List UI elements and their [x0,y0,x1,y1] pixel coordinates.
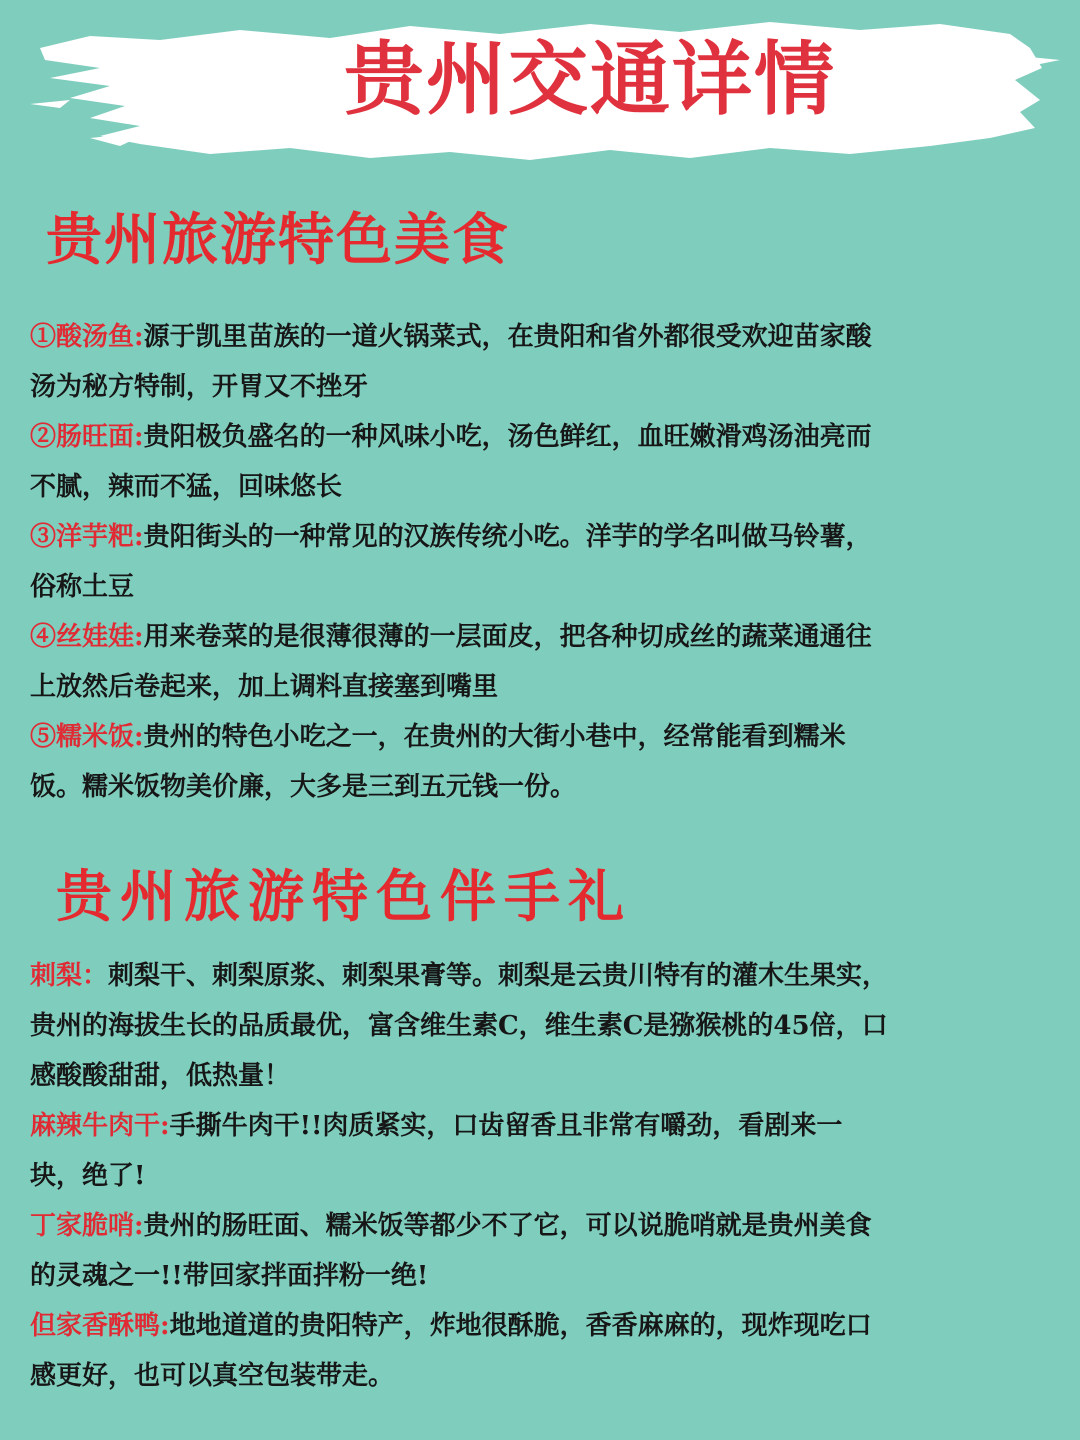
list-item [30,951,890,1101]
item-desc: 源于凯里苗族的一道火锅菜式，在贵阳和省外都很受欢迎苗家酸汤为秘方特制，开胃又不挫牙 [30,322,872,402]
list-item [30,1201,890,1301]
item-desc: 刺梨干、刺梨原浆、刺梨果膏等。刺梨是云贵川特有的灌木生果实，贵州的海拔生长的品质最优，富含维生素C，维生素C是猕猴桃的45倍，口感酸酸甜甜，低热量！ [30,961,889,1091]
item-desc: 贵阳极负盛名的一种风味小吃，汤色鲜红，血旺嫩滑鸡汤油亮而不腻，辣而不猛，回味悠长 [30,422,872,502]
item-name: ②肠旺面: [30,422,144,452]
item-name: 刺梨： [30,961,109,991]
item-name: 但家香酥鸭: [30,1311,170,1341]
section-title-gift: 贵州旅游特色伴手礼 [56,864,632,930]
item-name: ⑤糯米饭: [30,722,144,752]
item-desc: 用来卷菜的是很薄很薄的一层面皮，把各种切成丝的蔬菜通通往上放然后卷起来，加上调料直接塞到嘴里 [30,622,872,702]
food-list [30,312,890,812]
list-item [30,312,890,412]
item-desc: 贵州的特色小吃之一，在贵州的大街小巷中，经常能看到糯米饭。糯米饭物美价廉，大多是三到五元钱一份。 [30,722,846,802]
list-item [30,512,890,612]
list-item [30,612,890,712]
item-name: ④丝娃娃: [30,622,144,652]
list-item [30,1301,890,1401]
section-title-food: 贵州旅游特色美食 [46,207,510,273]
list-item [30,712,890,812]
page-title: 贵州交通详情 [344,33,836,126]
list-item [30,412,890,512]
item-desc: 手撕牛肉干!!肉质紧实，口齿留香且非常有嚼劲，看剧来一块，绝了! [30,1111,843,1191]
gift-list [30,951,890,1401]
title-banner [30,8,1060,168]
item-name: 麻辣牛肉干: [30,1111,170,1141]
item-name: ③洋芋粑: [30,522,144,552]
item-desc: 地地道道的贵阳特产，炸地很酥脆，香香麻麻的，现炸现吃口感更好，也可以真空包装带走。 [30,1311,872,1391]
item-desc: 贵州的肠旺面、糯米饭等都少不了它，可以说脆哨就是贵州美食的灵魂之一!!带回家拌面拌粉一绝! [30,1211,872,1291]
item-desc: 贵阳街头的一种常见的汉族传统小吃。洋芋的学名叫做马铃薯，俗称土豆 [30,522,872,602]
item-name: ①酸汤鱼: [30,322,144,352]
item-name: 丁家脆哨: [30,1211,144,1241]
list-item [30,1101,890,1201]
